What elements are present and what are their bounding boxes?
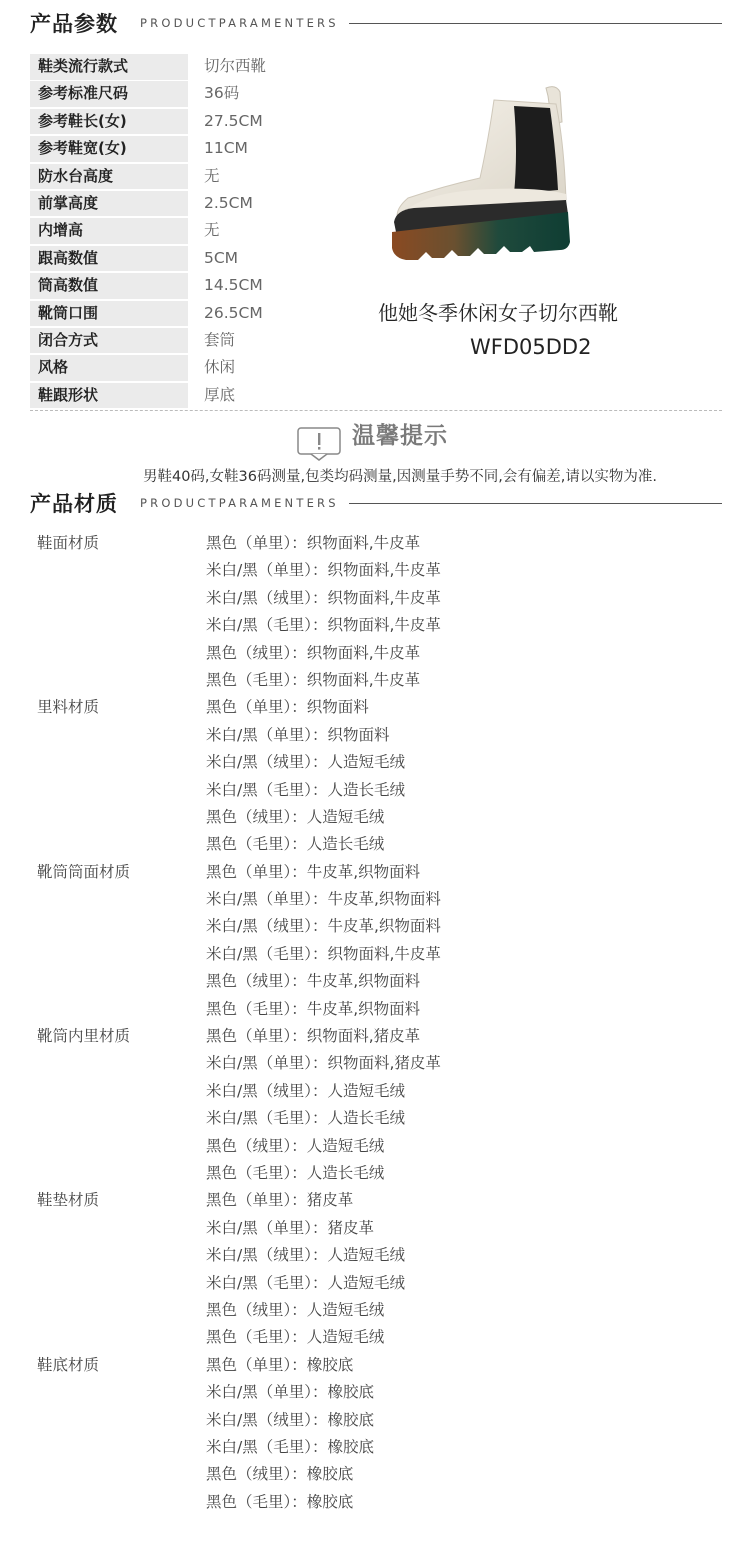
param-row <box>30 355 360 382</box>
param-value: 26.5CM <box>204 303 263 322</box>
material-value: 黑色（毛里）：橡胶底 <box>206 1492 354 1511</box>
material-value: 米白/黑（毛里）：人造长毛绒 <box>206 1109 405 1128</box>
material-label: 鞋底材质 <box>37 1355 100 1374</box>
material-value: 米白/黑（毛里）：人造长毛绒 <box>206 780 405 799</box>
material-value: 黑色（毛里）：人造长毛绒 <box>206 1163 385 1182</box>
param-value: 14.5CM <box>204 276 263 295</box>
material-label: 里料材质 <box>37 698 100 717</box>
material-label: 靴筒筒面材质 <box>37 862 131 881</box>
material-value: 米白/黑（绒里）：牛皮革,织物面料 <box>206 917 441 936</box>
material-group <box>37 859 737 1023</box>
materials-section-title: 产品材质 <box>30 492 118 516</box>
material-value: 米白/黑（单里）：橡胶底 <box>206 1383 374 1402</box>
material-values <box>206 1023 737 1187</box>
param-row <box>30 109 360 136</box>
material-value: 米白/黑（单里）：牛皮革,织物面料 <box>206 890 441 909</box>
material-group <box>37 694 737 858</box>
material-value: 黑色（毛里）：人造短毛绒 <box>206 1328 385 1347</box>
material-value: 黑色（绒里）：人造短毛绒 <box>206 1136 385 1155</box>
material-values <box>206 530 737 694</box>
param-value: 36码 <box>204 84 240 103</box>
param-row <box>30 81 360 108</box>
material-label: 鞋垫材质 <box>37 1191 100 1210</box>
param-row <box>30 164 360 191</box>
material-value: 米白/黑（毛里）：人造短毛绒 <box>206 1273 405 1292</box>
param-value: 无 <box>204 166 220 185</box>
material-value: 黑色（绒里）：橡胶底 <box>206 1465 354 1484</box>
param-value: 11CM <box>204 139 248 158</box>
materials-table <box>37 530 737 1516</box>
product-name: 他她冬季休闲女子切尔西靴 <box>378 301 618 325</box>
material-value: 米白/黑（绒里）：橡胶底 <box>206 1410 374 1429</box>
material-value: 黑色（绒里）：牛皮革,织物面料 <box>206 972 421 991</box>
material-value: 米白/黑（毛里）：织物面料,牛皮革 <box>206 616 441 635</box>
params-table <box>30 54 360 410</box>
param-value: 厚底 <box>204 385 236 404</box>
param-value: 套筒 <box>204 330 236 349</box>
param-row <box>30 54 360 81</box>
material-value: 米白/黑（单里）：织物面料 <box>206 725 390 744</box>
material-value: 黑色（单里）：猪皮革 <box>206 1191 354 1210</box>
material-value: 米白/黑（绒里）：人造短毛绒 <box>206 1246 405 1265</box>
params-section-subtitle: PRODUCTPARAMENTERS <box>140 16 339 30</box>
material-group <box>37 1352 737 1516</box>
param-label: 鞋跟形状 <box>30 383 188 409</box>
material-value: 黑色（单里）：牛皮革,织物面料 <box>206 862 421 881</box>
dashed-divider <box>30 410 722 411</box>
param-label: 鞋类流行款式 <box>30 54 188 80</box>
param-row <box>30 246 360 273</box>
param-value: 无 <box>204 221 220 240</box>
param-label: 防水台高度 <box>30 164 188 190</box>
material-value: 米白/黑（毛里）：橡胶底 <box>206 1437 374 1456</box>
material-value: 黑色（毛里）：织物面料,牛皮革 <box>206 670 421 689</box>
material-value: 黑色（单里）：橡胶底 <box>206 1355 354 1374</box>
material-group <box>37 530 737 694</box>
param-value: 27.5CM <box>204 111 263 130</box>
material-label: 鞋面材质 <box>37 534 100 552</box>
param-row <box>30 328 360 355</box>
material-value: 黑色（绒里）：人造短毛绒 <box>206 1300 385 1319</box>
param-label: 参考鞋宽(女) <box>30 136 188 162</box>
param-label: 参考标准尺码 <box>30 81 188 107</box>
section-divider <box>349 503 722 504</box>
param-label: 参考鞋长(女) <box>30 109 188 135</box>
material-group <box>37 1023 737 1187</box>
param-label: 靴筒口围 <box>30 301 188 327</box>
param-value: 2.5CM <box>204 193 253 212</box>
material-value: 米白/黑（单里）：猪皮革 <box>206 1218 374 1237</box>
warning-icon <box>297 427 341 461</box>
materials-section-header <box>30 488 722 518</box>
material-value: 米白/黑（绒里）：人造短毛绒 <box>206 1081 405 1100</box>
param-value: 切尔西靴 <box>204 57 267 75</box>
material-value: 黑色（单里）：织物面料,牛皮革 <box>206 534 421 552</box>
param-value: 休闲 <box>204 358 236 377</box>
product-code: WFD05DD2 <box>470 335 592 359</box>
material-values <box>206 694 737 858</box>
material-group <box>37 1187 737 1351</box>
material-value: 米白/黑（绒里）：织物面料,牛皮革 <box>206 588 441 607</box>
param-value: 5CM <box>204 248 239 267</box>
param-row <box>30 273 360 300</box>
param-label: 内增高 <box>30 218 188 244</box>
param-row <box>30 191 360 218</box>
material-value: 黑色（毛里）：人造长毛绒 <box>206 835 385 854</box>
param-row <box>30 218 360 245</box>
param-label: 闭合方式 <box>30 328 188 354</box>
material-value: 米白/黑（绒里）：人造短毛绒 <box>206 753 405 772</box>
param-label: 风格 <box>30 355 188 381</box>
params-section-title: 产品参数 <box>30 12 118 36</box>
material-value: 米白/黑（单里）：织物面料,猪皮革 <box>206 1054 441 1073</box>
tip-title: 温馨提示 <box>352 423 448 449</box>
material-value: 黑色（单里）：织物面料 <box>206 698 369 717</box>
param-row <box>30 136 360 163</box>
tip-text: 男鞋40码,女鞋36码测量,包类均码测量,因测量手势不同,会有偏差,请以实物为准. <box>142 469 658 485</box>
material-values <box>206 1187 737 1351</box>
material-value: 米白/黑（毛里）：织物面料,牛皮革 <box>206 944 441 963</box>
param-row <box>30 383 360 410</box>
material-values <box>206 1352 737 1516</box>
material-label: 靴筒内里材质 <box>37 1027 131 1046</box>
param-row <box>30 301 360 328</box>
material-value: 米白/黑（单里）：织物面料,牛皮革 <box>206 561 441 580</box>
param-label: 前掌高度 <box>30 191 188 217</box>
chelsea-boot-image <box>384 82 574 268</box>
material-values <box>206 859 737 1023</box>
materials-section-subtitle: PRODUCTPARAMENTERS <box>140 496 339 510</box>
section-divider <box>349 23 722 24</box>
params-section-header <box>30 8 722 38</box>
material-value: 黑色（单里）：织物面料,猪皮革 <box>206 1027 421 1046</box>
param-label: 跟高数值 <box>30 246 188 272</box>
material-value: 黑色（绒里）：织物面料,牛皮革 <box>206 643 421 662</box>
param-label: 筒高数值 <box>30 273 188 299</box>
material-value: 黑色（毛里）：牛皮革,织物面料 <box>206 999 421 1018</box>
material-value: 黑色（绒里）：人造短毛绒 <box>206 807 385 826</box>
